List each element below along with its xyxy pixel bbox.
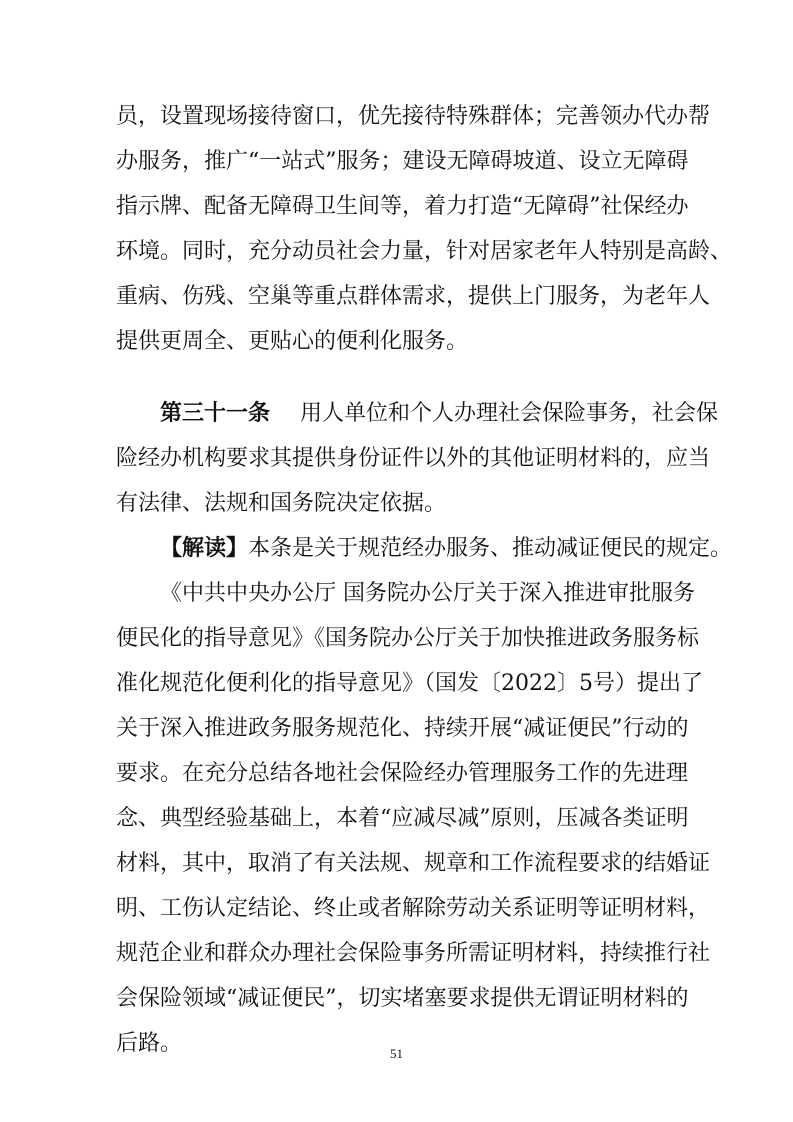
paragraph-line: 后路。 [116,1031,183,1056]
paragraph-line: 会保险领域“减证便民”，切实堵塞要求提供无谓证明材料的 [116,986,689,1011]
paragraph-line: 便民化的指导意见》《国务院办公厅关于加快推进政务服务标 [116,626,700,651]
paragraph-line: 要求。在充分总结各地社会保险经办管理服务工作的先进理 [116,761,689,786]
paragraph-line: 念、典型经验基础上，本着“应减尽减”原则，压减各类证明 [116,806,689,831]
paragraph-line: 明、工伤认定结论、终止或者解除劳动关系证明等证明材料， [116,896,711,921]
paragraph-line: 员，设置现场接待窗口，优先接待特殊群体；完善领办代办帮 [116,104,711,129]
paragraph-line: 办服务，推广“一站式”服务；建设无障碍坡道、设立无障碍 [116,149,689,174]
article-first-line [160,399,719,429]
paragraph-line: 材料，其中，取消了有关法规、规章和工作流程要求的结婚证 [116,851,711,876]
article-heading: 第三十一条 [160,401,271,426]
article-line: 险经办机构要求其提供身份证件以外的其他证明材料的，应当 [116,446,711,471]
paragraph-line: 准化规范化便利化的指导意见》（国发〔2022〕5号）提出了 [116,671,703,696]
paragraph-line: 《中共中央办公厅 国务院办公厅关于深入推进审批服务 [160,581,695,606]
paragraph-line: 关于深入推进政务服务规范化、持续开展“减证便民”行动的 [116,716,689,741]
interpretation-label: 【解读】 [160,536,249,561]
paragraph-line: 指示牌、配备无障碍卫生间等，着力打造“无障碍”社保经办 [116,194,689,219]
article-line: 有法律、法规和国务院决定依据。 [116,491,447,516]
page-number: 51 [390,1046,403,1061]
paragraph-line: 重病、伤残、空巢等重点群体需求，提供上门服务，为老年人 [116,284,711,309]
paragraph-line: 提供更周全、更贴心的便利化服务。 [116,329,469,354]
interpretation-text: 本条是关于规范经办服务、推动减证便民的规定。 [248,536,733,561]
interpretation-line [160,534,733,564]
paragraph-line: 规范企业和群众办理社会保险事务所需证明材料，持续推行社 [116,941,711,966]
article-text: 用人单位和个人办理社会保险事务，社会保 [300,401,719,426]
paragraph-line: 环境。同时，充分动员社会力量，针对居家老年人特别是高龄、 [116,239,733,264]
